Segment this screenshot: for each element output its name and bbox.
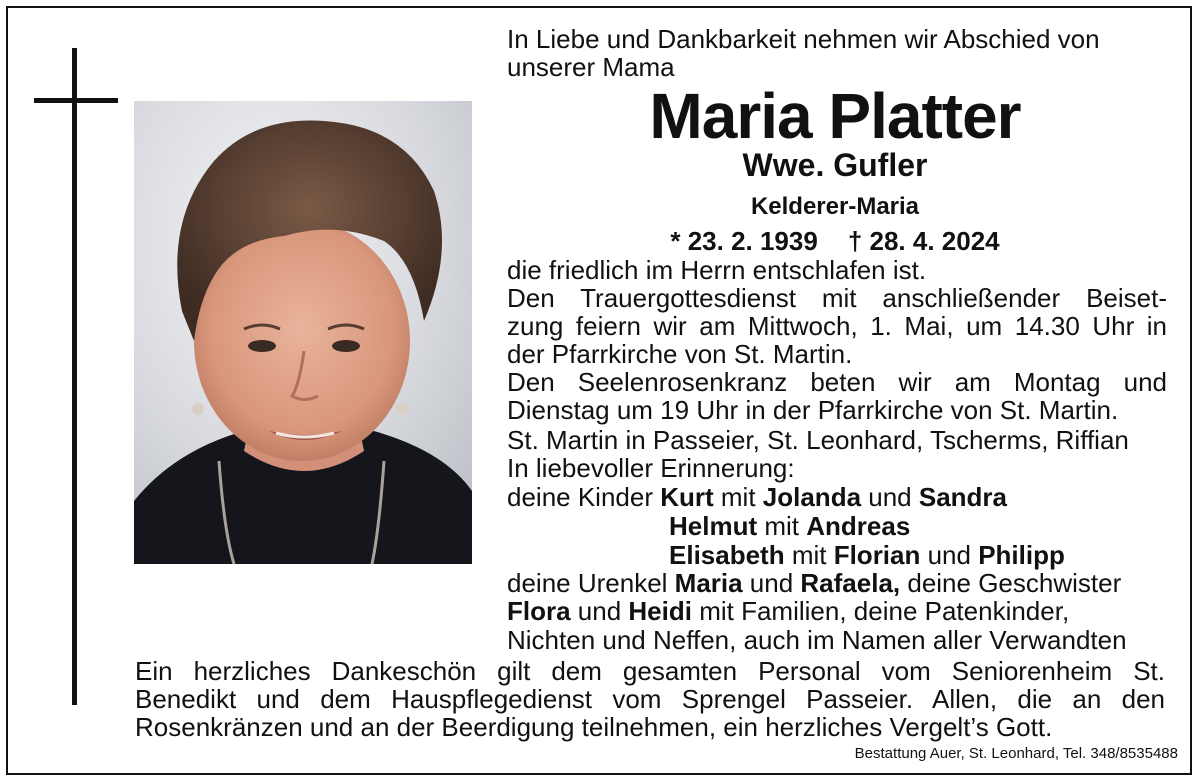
family-line-geschwister: Flora und Heidi mit Familien, deine Patenkinder,	[507, 596, 1070, 626]
intro-line-1: In Liebe und Dankbarkeit nehmen wir Abschied von	[507, 24, 1100, 54]
death-date: † 28. 4. 2024	[847, 226, 1000, 256]
family-line-urenkel: deine Urenkel Maria und Rafaela, deine Geschwister	[507, 568, 1122, 598]
birth-date: * 23. 2. 1939	[670, 226, 818, 256]
body-line: In liebevoller Erinnerung:	[507, 453, 795, 483]
life-dates	[500, 226, 1170, 256]
cross-icon-horizontal	[34, 98, 118, 103]
portrait-photo	[134, 101, 472, 564]
thanks-line: Ein herzliches Dankeschön gilt dem gesamten Personal vom Seniorenheim St.	[135, 656, 1165, 686]
body-line: Dienstag um 19 Uhr in der Pfarrkirche von St. Martin.	[507, 395, 1119, 425]
thanks-line: Benedikt und dem Hauspflegedienst vom Sprengel Passeier. Allen, die an den	[135, 684, 1165, 714]
cross-icon-vertical	[72, 48, 77, 705]
body-line: Den Seelenrosenkranz beten wir am Montag und	[507, 367, 1167, 397]
intro-line-2: unserer Mama	[507, 52, 675, 82]
body-line: Den Trauergottesdienst mit anschließender Beiset-	[507, 283, 1167, 313]
widow-name: Wwe. Gufler	[742, 147, 928, 183]
deceased-name: Maria Platter	[649, 80, 1021, 152]
body-line: zung feiern wir am Mittwoch, 1. Mai, um 14.30 Uhr in	[507, 311, 1167, 341]
family-line-elisabeth: Elisabeth mit Florian und Philipp	[669, 540, 1065, 570]
body-line: der Pfarrkirche von St. Martin.	[507, 339, 853, 369]
thanks-line: Rosenkränzen und an der Beerdigung teilnehmen, ein herzliches Vergelt’s Gott.	[135, 712, 1053, 742]
body-line: St. Martin in Passeier, St. Leonhard, Tscherms, Riffian	[507, 425, 1129, 455]
family-line-nichten: Nichten und Neffen, auch im Namen aller Verwandten	[507, 625, 1127, 655]
portrait-image	[134, 101, 472, 564]
family-line-helmut: Helmut mit Andreas	[669, 511, 911, 541]
body-line: die friedlich im Herrn entschlafen ist.	[507, 255, 927, 285]
nickname: Kelderer-Maria	[750, 193, 920, 220]
family-line-kinder: deine Kinder Kurt mit Jolanda und Sandra	[507, 482, 1008, 512]
funeral-home-credit: Bestattung Auer, St. Leonhard, Tel. 348/8535488	[854, 745, 1178, 762]
